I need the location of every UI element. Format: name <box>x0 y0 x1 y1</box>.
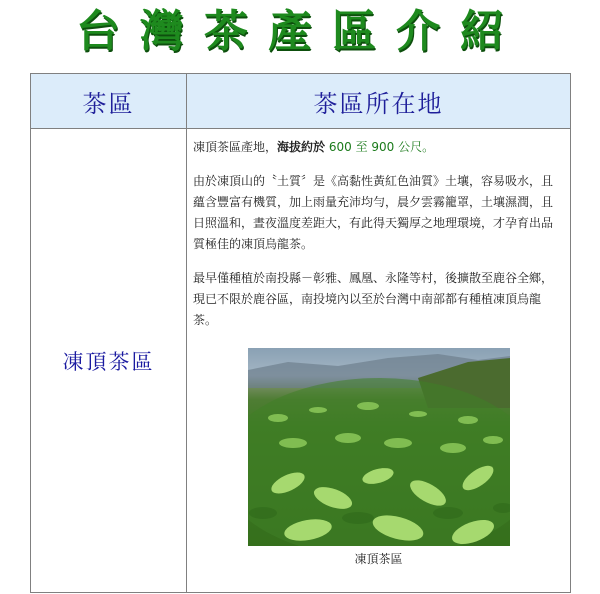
header-region: 茶區 <box>31 74 187 129</box>
table-row <box>31 129 571 593</box>
intro-altitude-label: 海拔約於 <box>277 140 326 154</box>
page-title: 台灣茶產區介紹 <box>76 6 524 57</box>
altitude-value: 600 至 900 公尺。 <box>328 140 435 154</box>
tea-region-table <box>30 73 571 593</box>
region-name: 凍頂茶區 <box>31 129 187 593</box>
region-description <box>187 129 571 593</box>
intro-paragraph <box>193 137 564 158</box>
table-header-row <box>31 74 571 129</box>
tea-field-photo <box>248 348 510 546</box>
header-location: 茶區所在地 <box>187 74 571 129</box>
soil-paragraph: 由於凍頂山的〝土質〞是《高黏性黃紅色油質》土壤，容易吸水，且蘊含豐富有機質，加上雨量充沛均勻，晨夕雲霧籠罩，土壤濕潤，且日照溫和，晝夜溫度差距大，有此得天獨厚之地理環境，才孕育出品質極佳的凍頂烏龍茶。 <box>193 174 554 251</box>
tea-field-illustration <box>248 348 510 546</box>
history-paragraph: 最早僅種植於南投縣－彰雅、鳳凰、永隆等村，後擴散至鹿谷全鄉，現已不限於鹿谷區，南投境內以至於台灣中南部都有種植凍頂烏龍茶。 <box>193 271 554 327</box>
intro-lead: 凍頂茶區產地， <box>193 140 278 154</box>
photo-caption: 凍頂茶區 <box>354 552 403 566</box>
